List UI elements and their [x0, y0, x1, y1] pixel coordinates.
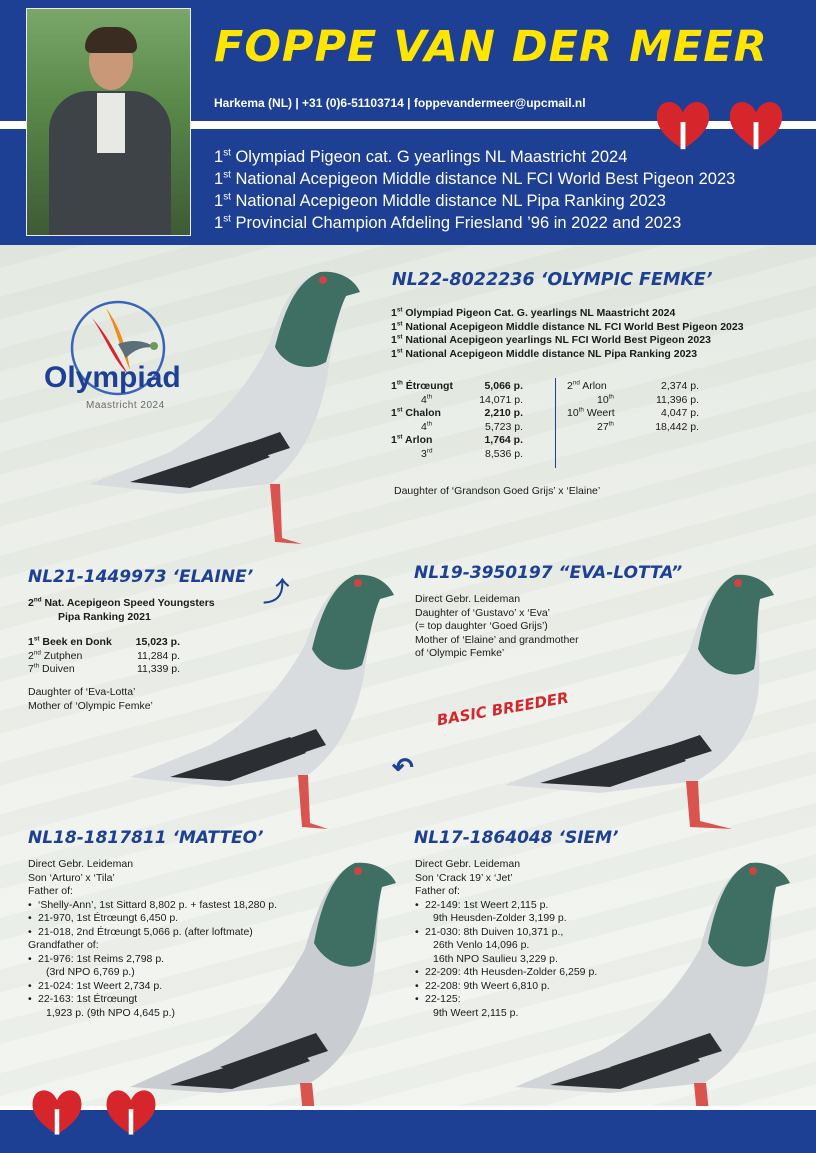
- list-item: 9th Weert 2,115 p.: [433, 1006, 519, 1019]
- femke-results-left: [391, 380, 523, 461]
- list-item: • 21-030: 8th Duiven 10,371 p.,: [415, 926, 597, 940]
- heart-icon: [102, 1085, 160, 1137]
- list-item: 1,923 p. (9th NPO 4,645 p.): [46, 1006, 175, 1019]
- result-row: 10th 11,396 p.: [597, 393, 699, 406]
- result-row: 7th Duiven 11,339 p.: [28, 662, 180, 675]
- list-item: • 22-125:: [415, 993, 597, 1007]
- result-row: 27th 18,442 p.: [597, 420, 699, 433]
- femke-titles: [391, 307, 744, 361]
- heart-icon: [725, 96, 787, 152]
- pigeon-icon: [120, 855, 400, 1135]
- result-row: 4th 5,723 p.: [421, 420, 523, 433]
- matteo-ring-title: NL18-1817811 ‘MATTEO’: [28, 828, 264, 848]
- evalotta-details: Direct Gebr. Leideman Daughter of ‘Gustavo’ x ‘Eva’ (= top daughter ‘Goed Grijs’) Mother of ‘Elaine’ and grandmother of ‘Olympic Femke’: [415, 593, 579, 659]
- femke-results-right: [567, 380, 699, 434]
- pigeon-icon: [500, 565, 790, 835]
- list-item: • 22-163: 1st Étrœungt: [28, 993, 277, 1007]
- list-item: • 21-976: 1st Reims 2,798 p.: [28, 953, 277, 967]
- achievement-item: 1st Provincial Champion Afdeling Friesland ’96 in 2022 and 2023: [214, 213, 682, 232]
- contact-line: Harkema (NL) | +31 (0)6-51103714 | foppevandermeer@upcmail.nl: [214, 96, 586, 110]
- pigeon-icon: [510, 855, 800, 1135]
- list-item: • ‘Shelly-Ann’, 1st Sittard 8,802 p. + fastest 18,280 p.: [28, 899, 277, 913]
- femke-title-item: 1st Olympiad Pigeon Cat. G. yearlings NL Maastricht 2024: [391, 306, 676, 319]
- logo-wordmark: Olympiad: [44, 361, 181, 394]
- list-item: 26th Venlo 14,096 p.: [433, 939, 530, 951]
- elaine-ring-title: NL21-1449973 ‘ELAINE’: [28, 567, 254, 587]
- list-item: 9th Heusden-Zolder 3,199 p.: [433, 912, 567, 924]
- list-item: • 21-018, 2nd Étrœungt 5,066 p. (after loftmate): [28, 926, 277, 940]
- heart-icon: [28, 1085, 86, 1137]
- list-item: 16th NPO Saulieu 3,229 p.: [433, 952, 558, 965]
- list-item: • 22-209: 4th Heusden-Zolder 6,259 p.: [415, 966, 597, 980]
- matteo-details: Direct Gebr. Leideman Son ‘Arturo’ x ‘Tila’ Father of: • ‘Shelly-Ann’, 1st Sittard 8,802 p. + fastest 18,280 p. • 21-970, 1st Étrœungt 6,450 p. • 21-018, 2nd Étrœungt 5,066 p. (after loftmate) Grandfather of: • 21-976: 1st Reims 2,798 p. (3rd NPO 6,769 p.) • 21-024: 1st Weert 2,734 p. • 22-163: 1st Étrœungt 1,923 p. (9th NPO 4,645 p.): [28, 858, 277, 1020]
- result-row: 1st Chalon 2,210 p.: [391, 406, 523, 419]
- list-item: • 22-208: 9th Weert 6,810 p.: [415, 980, 597, 994]
- femke-title-item: 1st National Acepigeon Middle distance NL FCI World Best Pigeon 2023: [391, 320, 744, 333]
- siem-ring-title: NL17-1864048 ‘SIEM’: [414, 828, 619, 848]
- femke-ring-title: NL22-8022236 ‘OLYMPIC FEMKE’: [392, 270, 713, 290]
- pigeon-icon: [70, 252, 370, 552]
- results-divider: [555, 378, 556, 468]
- heart-icon: [652, 96, 714, 152]
- basic-breeder-badge: BASIC BREEDER: [435, 688, 570, 730]
- femke-title-item: 1st National Acepigeon Middle distance NL Pipa Ranking 2023: [391, 347, 698, 360]
- result-row: 3rd 8,536 p.: [421, 447, 523, 460]
- result-row: 2nd Arlon 2,374 p.: [567, 379, 699, 392]
- list-item: (3rd NPO 6,769 p.): [46, 966, 135, 978]
- elaine-title: 2nd Nat. Acepigeon Speed Youngsters Pipa Ranking 2021: [28, 596, 215, 623]
- achievement-item: 1st National Acepigeon Middle distance NL Pipa Ranking 2023: [214, 191, 666, 210]
- result-row: 1st Beek en Donk 15,023 p.: [28, 635, 180, 648]
- siem-details: Direct Gebr. Leideman Son ‘Crack 19’ x ‘Jet’ Father of: • 22-149: 1st Weert 2,115 p. 9th Heusden-Zolder 3,199 p. • 21-030: 8th Duiven 10,371 p., 26th Venlo 14,096 p. 16th NPO Saulieu 3,229 p. • 22-209: 4th Heusden-Zolder 6,259 p. • 22-208: 9th Weert 6,810 p. • 22-125: 9th Weert 2,115 p.: [415, 858, 597, 1020]
- result-row: 4th 14,071 p.: [421, 393, 523, 406]
- pigeon-icon: [120, 565, 400, 835]
- achievement-item: 1st Olympiad Pigeon cat. G yearlings NL Maastricht 2024: [214, 147, 628, 166]
- arrow-up-icon: ⤴: [263, 577, 290, 607]
- elaine-notes: Daughter of ‘Eva-Lotta’ Mother of ‘Olympic Femke’: [28, 686, 153, 712]
- femke-title-item: 1st National Acepigeon yearlings NL FCI World Best Pigeon 2023: [391, 333, 711, 346]
- fancier-photo: [26, 8, 191, 236]
- page-title: FOPPE VAN DER MEER: [214, 22, 768, 72]
- femke-parents: Daughter of ‘Grandson Goed Grijs’ x ‘Elaine’: [394, 485, 601, 497]
- list-item: • 21-970, 1st Étrœungt 6,450 p.: [28, 912, 277, 926]
- result-row: 1st Arlon 1,764 p.: [391, 433, 523, 446]
- result-row: 1th Étrœungt 5,066 p.: [391, 379, 523, 392]
- result-row: 10th Weert 4,047 p.: [567, 406, 699, 419]
- logo-subtitle: Maastricht 2024: [86, 400, 165, 411]
- arrow-left-icon: ↶: [392, 752, 414, 782]
- result-row: 2nd Zutphen 11,284 p.: [28, 649, 180, 662]
- achievement-item: 1st National Acepigeon Middle distance NL FCI World Best Pigeon 2023: [214, 169, 736, 188]
- evalotta-ring-title: NL19-3950197 “EVA-LOTTA”: [414, 563, 683, 583]
- list-item: • 22-149: 1st Weert 2,115 p.: [415, 899, 597, 913]
- achievements-list: [214, 146, 735, 234]
- list-item: • 21-024: 1st Weert 2,734 p.: [28, 980, 277, 994]
